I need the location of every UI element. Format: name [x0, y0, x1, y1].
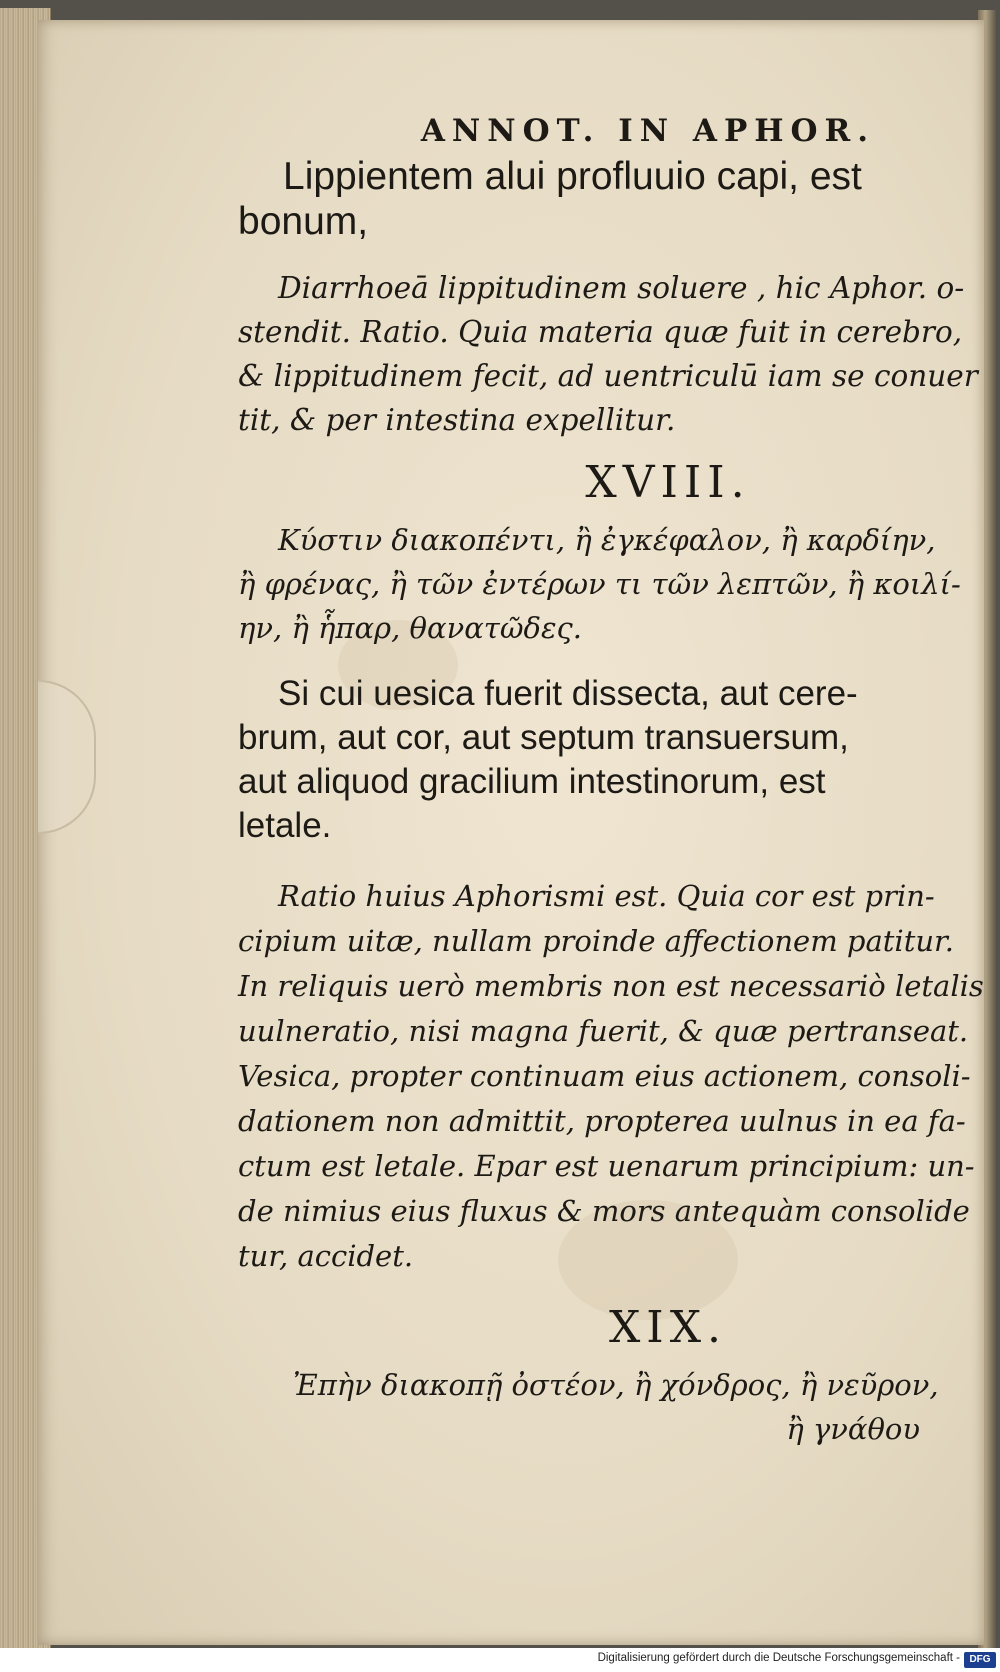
text-line: letale. — [238, 806, 332, 845]
text-line: de nimius eius fluxus & mors antequàm consolide — [238, 1194, 970, 1228]
text-line: ἢ φρένας, ἢ τῶν ἐντέρων τι τῶν λεπτῶν, ἢ κοιλί- — [238, 567, 961, 601]
aphorism-17-latin — [238, 154, 978, 244]
commentary-18 — [238, 874, 984, 1279]
dfg-logo-icon: DFG — [964, 1652, 996, 1668]
aphorism-18-greek — [238, 518, 978, 650]
text-line: tit, & per intestina expellitur. — [238, 403, 676, 437]
text-line: & lippitudinem fecit, ad uentriculū iam se conuer — [238, 359, 978, 393]
commentary-17 — [238, 266, 978, 442]
page-content — [238, 108, 984, 1446]
text-line: Lippientem alui profluuio capi, est — [283, 155, 862, 198]
text-line: stendit. Ratio. Quia materia quæ fuit in cerebro, — [238, 315, 963, 349]
running-head: ANNOT. IN APHOR. — [420, 113, 876, 149]
text-line: Ratio huius Aphorismi est. Quia cor est prin- — [278, 879, 935, 913]
aphorism-18-latin — [238, 672, 978, 848]
text-line: brum, aut cor, aut septum transuersum, — [238, 718, 849, 757]
text-line: bonum, — [238, 200, 369, 243]
book-page — [38, 20, 984, 1645]
text-line: cipium uitæ, nullam proinde affectionem patitur. — [238, 924, 954, 958]
text-line: tur, accidet. — [238, 1239, 414, 1273]
aphorism-number-19: XIX. — [608, 1302, 727, 1353]
text-line: In reliquis uerò membris non est necessariò letalis — [238, 969, 984, 1003]
text-line: Ἐπὴν διακοπῇ ὀστέον, ἢ χόνδρος, ἢ νεῦρον, — [293, 1368, 939, 1402]
text-line: uulneratio, nisi magna fuerit, & quæ pertranseat. — [238, 1014, 969, 1048]
text-line: ἢ γνάθου — [786, 1412, 920, 1446]
text-line: Si cui uesica fuerit dissecta, aut cere- — [278, 674, 858, 713]
funding-credit: Digitalisierung gefördert durch die Deutsche Forschungsgemeinschaft - — [597, 1652, 960, 1664]
aphorism-number-18: XVIII. — [585, 457, 751, 508]
aphorism-19-greek — [238, 1363, 978, 1451]
text-line: dationem non admittit, propterea uulnus in ea fa- — [238, 1104, 966, 1138]
text-line: ctum est letale. Epar est uenarum principium: un- — [238, 1149, 975, 1183]
text-line: Vesica, propter continuam eius actionem, consoli- — [238, 1059, 971, 1093]
digitization-footer — [0, 1648, 1000, 1672]
text-line: Κύστιν διακοπέντι, ἢ ἐγκέφαλον, ἢ καρδίην, — [278, 523, 936, 557]
text-line: Diarrhoeā lippitudinem soluere , hic Aphor. o- — [278, 271, 965, 305]
clasp-impression — [38, 680, 96, 834]
text-line: aut aliquod gracilium intestinorum, est — [238, 762, 826, 801]
text-line: ην, ἢ ἧπαρ, θανατῶδες. — [238, 611, 582, 645]
